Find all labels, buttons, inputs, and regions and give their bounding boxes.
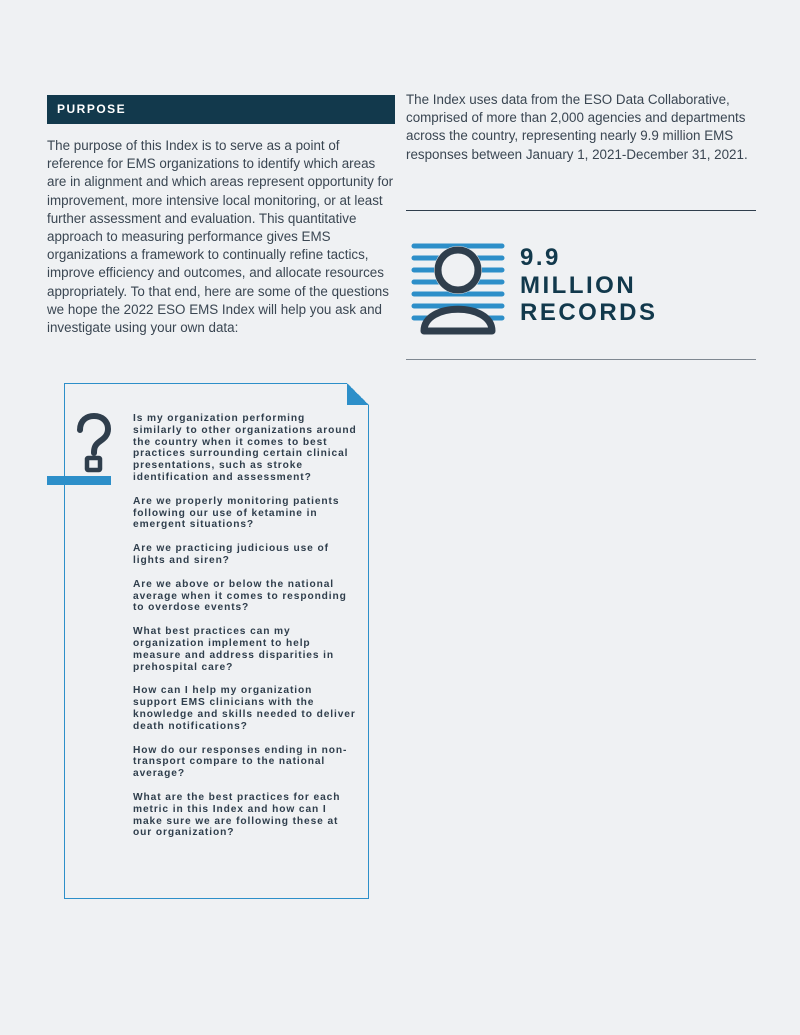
question-item: How can I help my organization support EMS clinicians with the knowledge and skills needed to deliver death notifications? [133,685,356,732]
stat-label-line1: MILLION [520,272,637,299]
question-item: Is my organization performing similarly to other organizations around the country when it comes to best practices surrounding certain clinical presentations, such as stroke identification and assessment? [133,413,357,483]
question-item: Are we practicing judicious use of lights and siren? [133,543,329,566]
stat-label-line2: RECORDS [520,299,658,326]
question-item: What best practices can my organization implement to help measure and address disparities in prehospital care? [133,626,335,673]
question-list [133,413,358,851]
question-mark-icon [75,413,113,473]
accent-bar [47,476,111,485]
stat-number: 9.9 [520,244,561,271]
question-item: What are the best practices for each metric in this Index and how can I make sure we are following these at our organization? [133,791,341,839]
question-item: Are we properly monitoring patients following our use of ketamine in emergent situations? [133,495,340,531]
question-item: How do our responses ending in non-transport compare to the national average? [133,744,348,780]
purpose-heading: PURPOSE [47,95,395,124]
card-corner-fold [347,383,369,405]
question-item: Are we above or below the national average when it comes to responding to overdose events? [133,578,347,614]
divider-bottom [406,359,756,360]
purpose-body: The purpose of this Index is to serve as a point of reference for EMS organizations to identify which areas are in alignment and which areas represent opportunity for improvement, more intensive local monitoring, or at least further assessment and evaluation. This quantitative approach to measuring performance gives EMS organizations a framework to continually refine tactics, improve efficiency and outcomes, and allocate resources appropriately. To that end, here are some of the questions we hope the 2022 ESO EMS Index will help you ask and investigate using your own data: [47,138,394,336]
stat-label [520,272,658,326]
person-records-icon [410,240,506,336]
data-source-body: The Index uses data from the ESO Data Collaborative, comprised of more than 2,000 agencies and departments across the country, representing nearly 9.9 million EMS responses between January 1, 2021-December 31, 2021. [406,92,748,162]
divider-top [406,210,756,211]
